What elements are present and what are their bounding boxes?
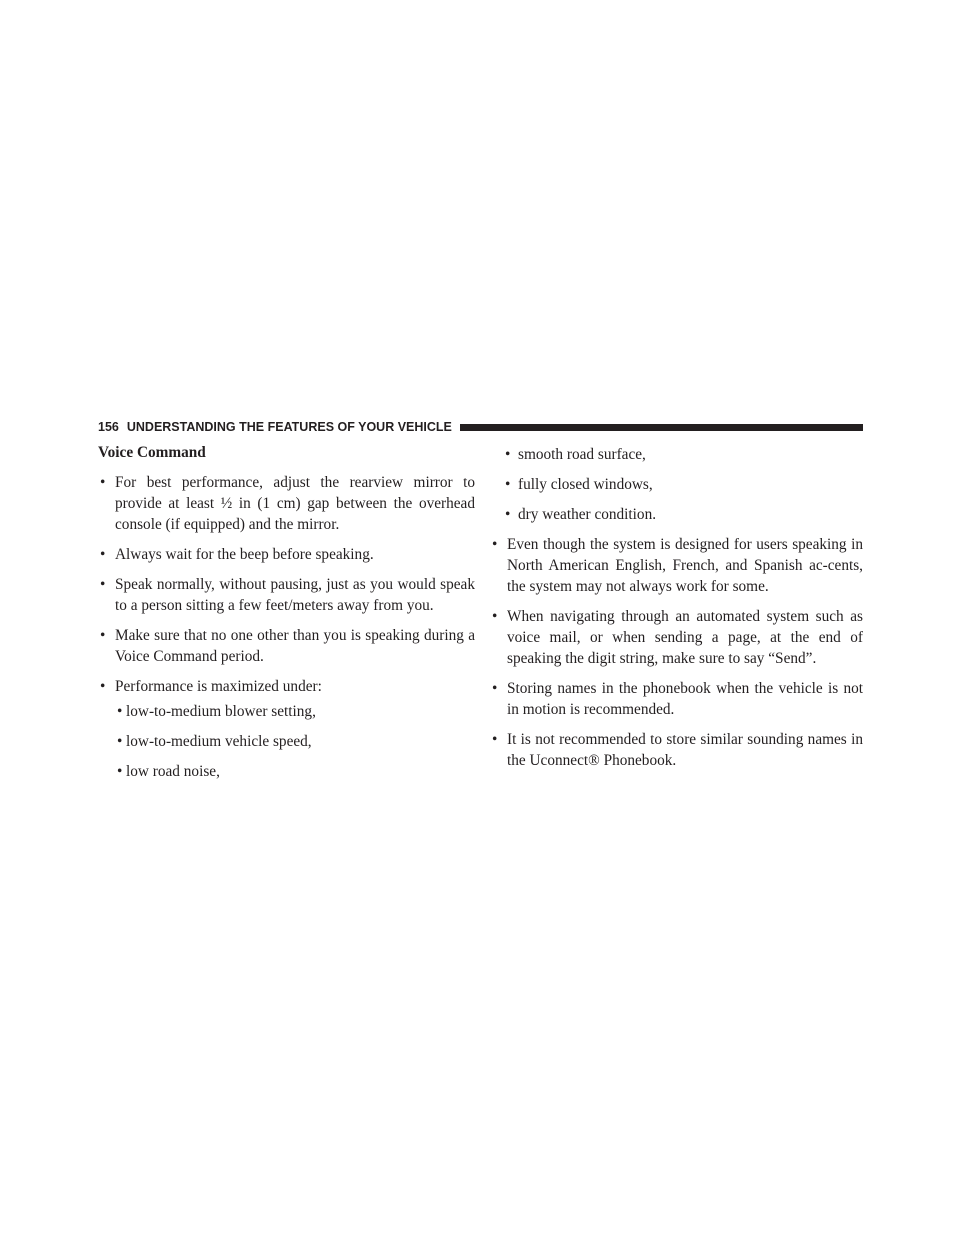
list-item: • For best performance, adjust the rearview mirror to provide at least ½ in (1 cm) gap between the overhead console (if equipped) and the mirror. xyxy=(98,472,475,535)
page-number: 156 xyxy=(98,420,119,434)
list-item: • Performance is maximized under: xyxy=(98,676,475,697)
list-item: • Storing names in the phonebook when the vehicle is not in motion is recommended. xyxy=(490,678,863,720)
sub-list-item: • low road noise, xyxy=(98,761,475,782)
sub-list-item: • low-to-medium vehicle speed, xyxy=(98,731,475,752)
sub-list-item: • smooth road surface, xyxy=(490,444,863,465)
sub-list-item: • dry weather condition. xyxy=(490,504,863,525)
sub-list-item: • low-to-medium blower setting, xyxy=(98,701,475,722)
list-item: • Speak normally, without pausing, just as you would speak to a person sitting a few feet/meters away from you. xyxy=(98,574,475,616)
list-item: • Always wait for the beep before speaking. xyxy=(98,544,475,565)
section-title: UNDERSTANDING THE FEATURES OF YOUR VEHICLE xyxy=(126,420,452,434)
section-heading: Voice Command xyxy=(98,444,206,461)
list-item: • It is not recommended to store similar sounding names in the Uconnect® Phonebook. xyxy=(490,729,863,771)
sub-list-item: • fully closed windows, xyxy=(490,474,863,495)
left-column xyxy=(98,442,475,791)
list-item: • When navigating through an automated system such as voice mail, or when sending a page, at the end of speaking the digit string, make sure to say “Send”. xyxy=(490,606,863,669)
right-column xyxy=(490,444,863,780)
list-item: • Make sure that no one other than you is speaking during a Voice Command period. xyxy=(98,625,475,667)
page-header xyxy=(98,419,863,435)
header-rule xyxy=(460,424,863,431)
list-item: • Even though the system is designed for users speaking in North American English, French, and Spanish ac-cents, the system may not always work for some. xyxy=(490,534,863,597)
